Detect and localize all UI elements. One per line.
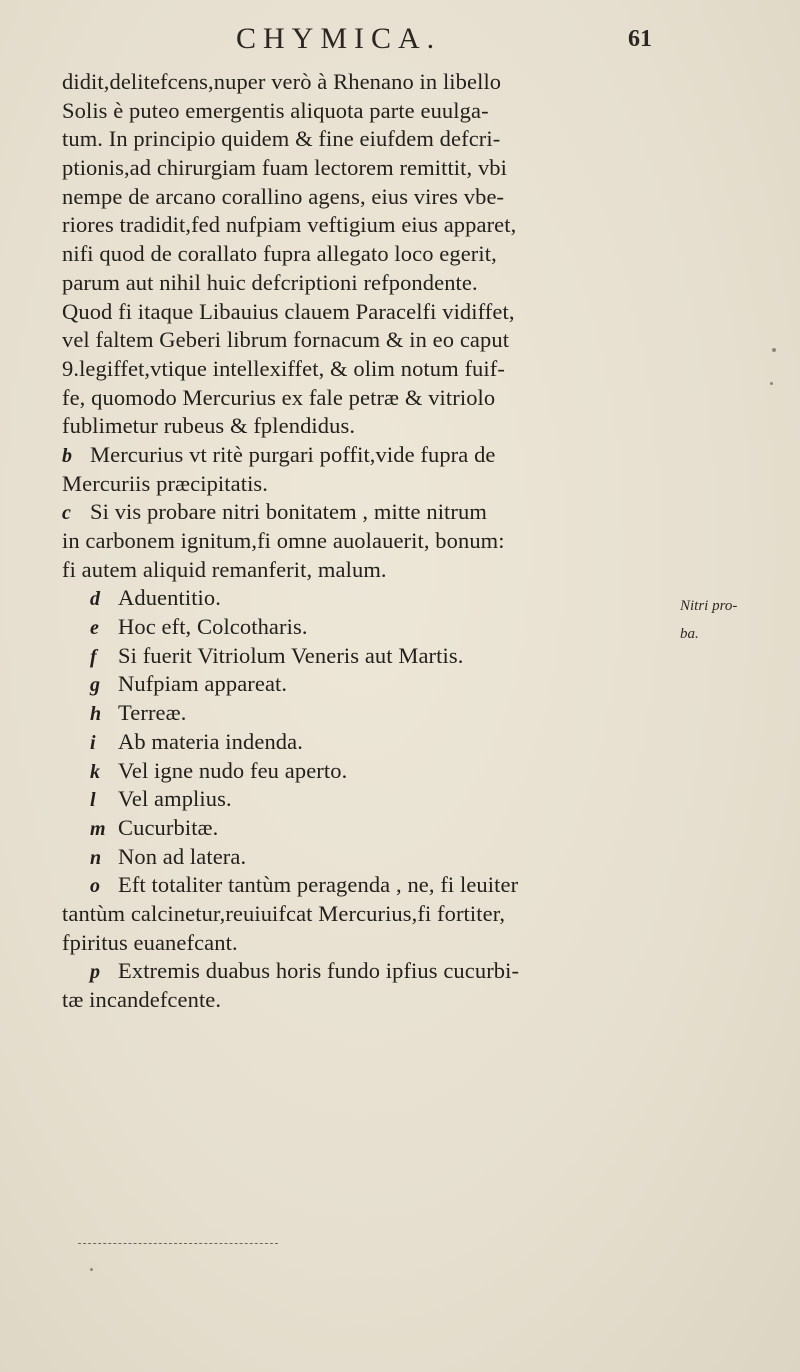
text-line: riores tradidit,fed nufpiam veftigium eius apparet,: [62, 212, 517, 238]
margin-note: [680, 592, 737, 648]
note-g: [62, 670, 702, 699]
note-key: o: [90, 875, 101, 898]
note-text: Ab materia indenda.: [118, 728, 303, 754]
note-text: Non ad latera.: [118, 843, 247, 869]
note-key: b: [62, 444, 73, 467]
text-line: didit,delitefcens,nuper verò à Rhenano in libello: [62, 69, 502, 94]
note-i: [62, 728, 702, 757]
end-rule: [78, 1243, 278, 1244]
note-continuation: tantùm calcinetur,reuiuifcat Mercurius,fi fortiter,: [62, 900, 506, 926]
note-c: [62, 498, 702, 527]
margin-note-line: ba.: [680, 626, 699, 642]
note-text: Nufpiam appareat.: [118, 671, 288, 697]
note-text: Hoc eft, Colcotharis.: [118, 614, 308, 640]
note-text: Si vis probare nitri bonitatem , mitte nitrum: [90, 499, 487, 525]
paper-speck: [772, 348, 776, 352]
text-line: parum aut nihil huic defcriptioni refpondente.: [62, 269, 478, 295]
note-continuation: fpiritus euanefcant.: [62, 929, 238, 955]
text-line: nempe de arcano corallino agens, eius vires vbe-: [62, 183, 505, 209]
note-key: l: [90, 789, 96, 812]
note-key: g: [90, 674, 101, 697]
text-line: nifi quod de corallato fupra allegato loco egerit,: [62, 241, 497, 267]
main-text: [62, 68, 702, 1015]
note-key: h: [90, 703, 102, 726]
note-continuation: in carbonem ignitum,fi omne auolauerit, bonum:: [62, 528, 505, 553]
note-key: n: [90, 846, 102, 869]
note-b: [62, 441, 702, 470]
note-e: [62, 613, 702, 642]
note-text: Mercurius vt ritè purgari poffit,vide fupra de: [90, 441, 496, 467]
note-f: [62, 642, 702, 671]
note-m: [62, 814, 702, 843]
note-d: [62, 584, 702, 613]
text-line: ptionis,ad chirurgiam fuam lectorem remittit, vbi: [62, 155, 508, 181]
note-l: [62, 785, 702, 814]
note-text: Cucurbitæ.: [118, 814, 219, 840]
text-line: 9.legiffet,vtique intellexiffet, & olim notum fuif-: [62, 355, 505, 381]
margin-note-line: Nitri pro-: [680, 598, 738, 614]
text-line: Quod fi itaque Libauius clauem Paracelfi vidiffet,: [62, 298, 515, 324]
note-key: d: [90, 588, 101, 611]
running-head: CHYMICA.: [236, 22, 442, 55]
note-text: Si fuerit Vitriolum Veneris aut Martis.: [118, 642, 464, 668]
text-line: fe, quomodo Mercurius ex fale petræ & vitriolo: [62, 384, 496, 410]
text-line: vel faltem Geberi librum fornacum & in eo caput: [62, 327, 510, 353]
paper-speck: [90, 1268, 93, 1271]
note-p: [62, 957, 702, 986]
note-text: Extremis duabus horis fundo ipfius cucurbi-: [118, 958, 520, 984]
note-key: m: [90, 817, 106, 840]
text-line: tum. In principio quidem & fine eiufdem defcri-: [62, 126, 501, 152]
page-number: 61: [628, 26, 652, 52]
text-line: Solis è puteo emergentis aliquota parte euulga-: [62, 97, 489, 123]
note-key: k: [90, 760, 101, 783]
note-continuation: tæ incandefcente.: [62, 987, 222, 1012]
text-line: fublimetur rubeus & fplendidus.: [62, 413, 356, 439]
note-key: i: [90, 731, 96, 754]
note-o: [62, 871, 702, 900]
note-key: f: [90, 645, 97, 668]
note-h: [62, 699, 702, 728]
note-text: Vel amplius.: [118, 786, 232, 812]
note-key: e: [90, 617, 99, 640]
note-text: Terreæ.: [118, 700, 187, 726]
note-continuation: fi autem aliquid remanferit, malum.: [62, 556, 387, 582]
note-k: [62, 757, 702, 786]
note-key: p: [90, 961, 101, 984]
paper-speck: [770, 382, 773, 385]
note-continuation: Mercuriis præcipitatis.: [62, 470, 269, 496]
note-n: [62, 843, 702, 872]
note-text: Vel igne nudo feu aperto.: [118, 757, 348, 783]
note-key: c: [62, 502, 71, 525]
note-text: Eft totaliter tantùm peragenda , ne, fi leuiter: [118, 872, 519, 898]
note-text: Aduentitio.: [118, 585, 221, 611]
